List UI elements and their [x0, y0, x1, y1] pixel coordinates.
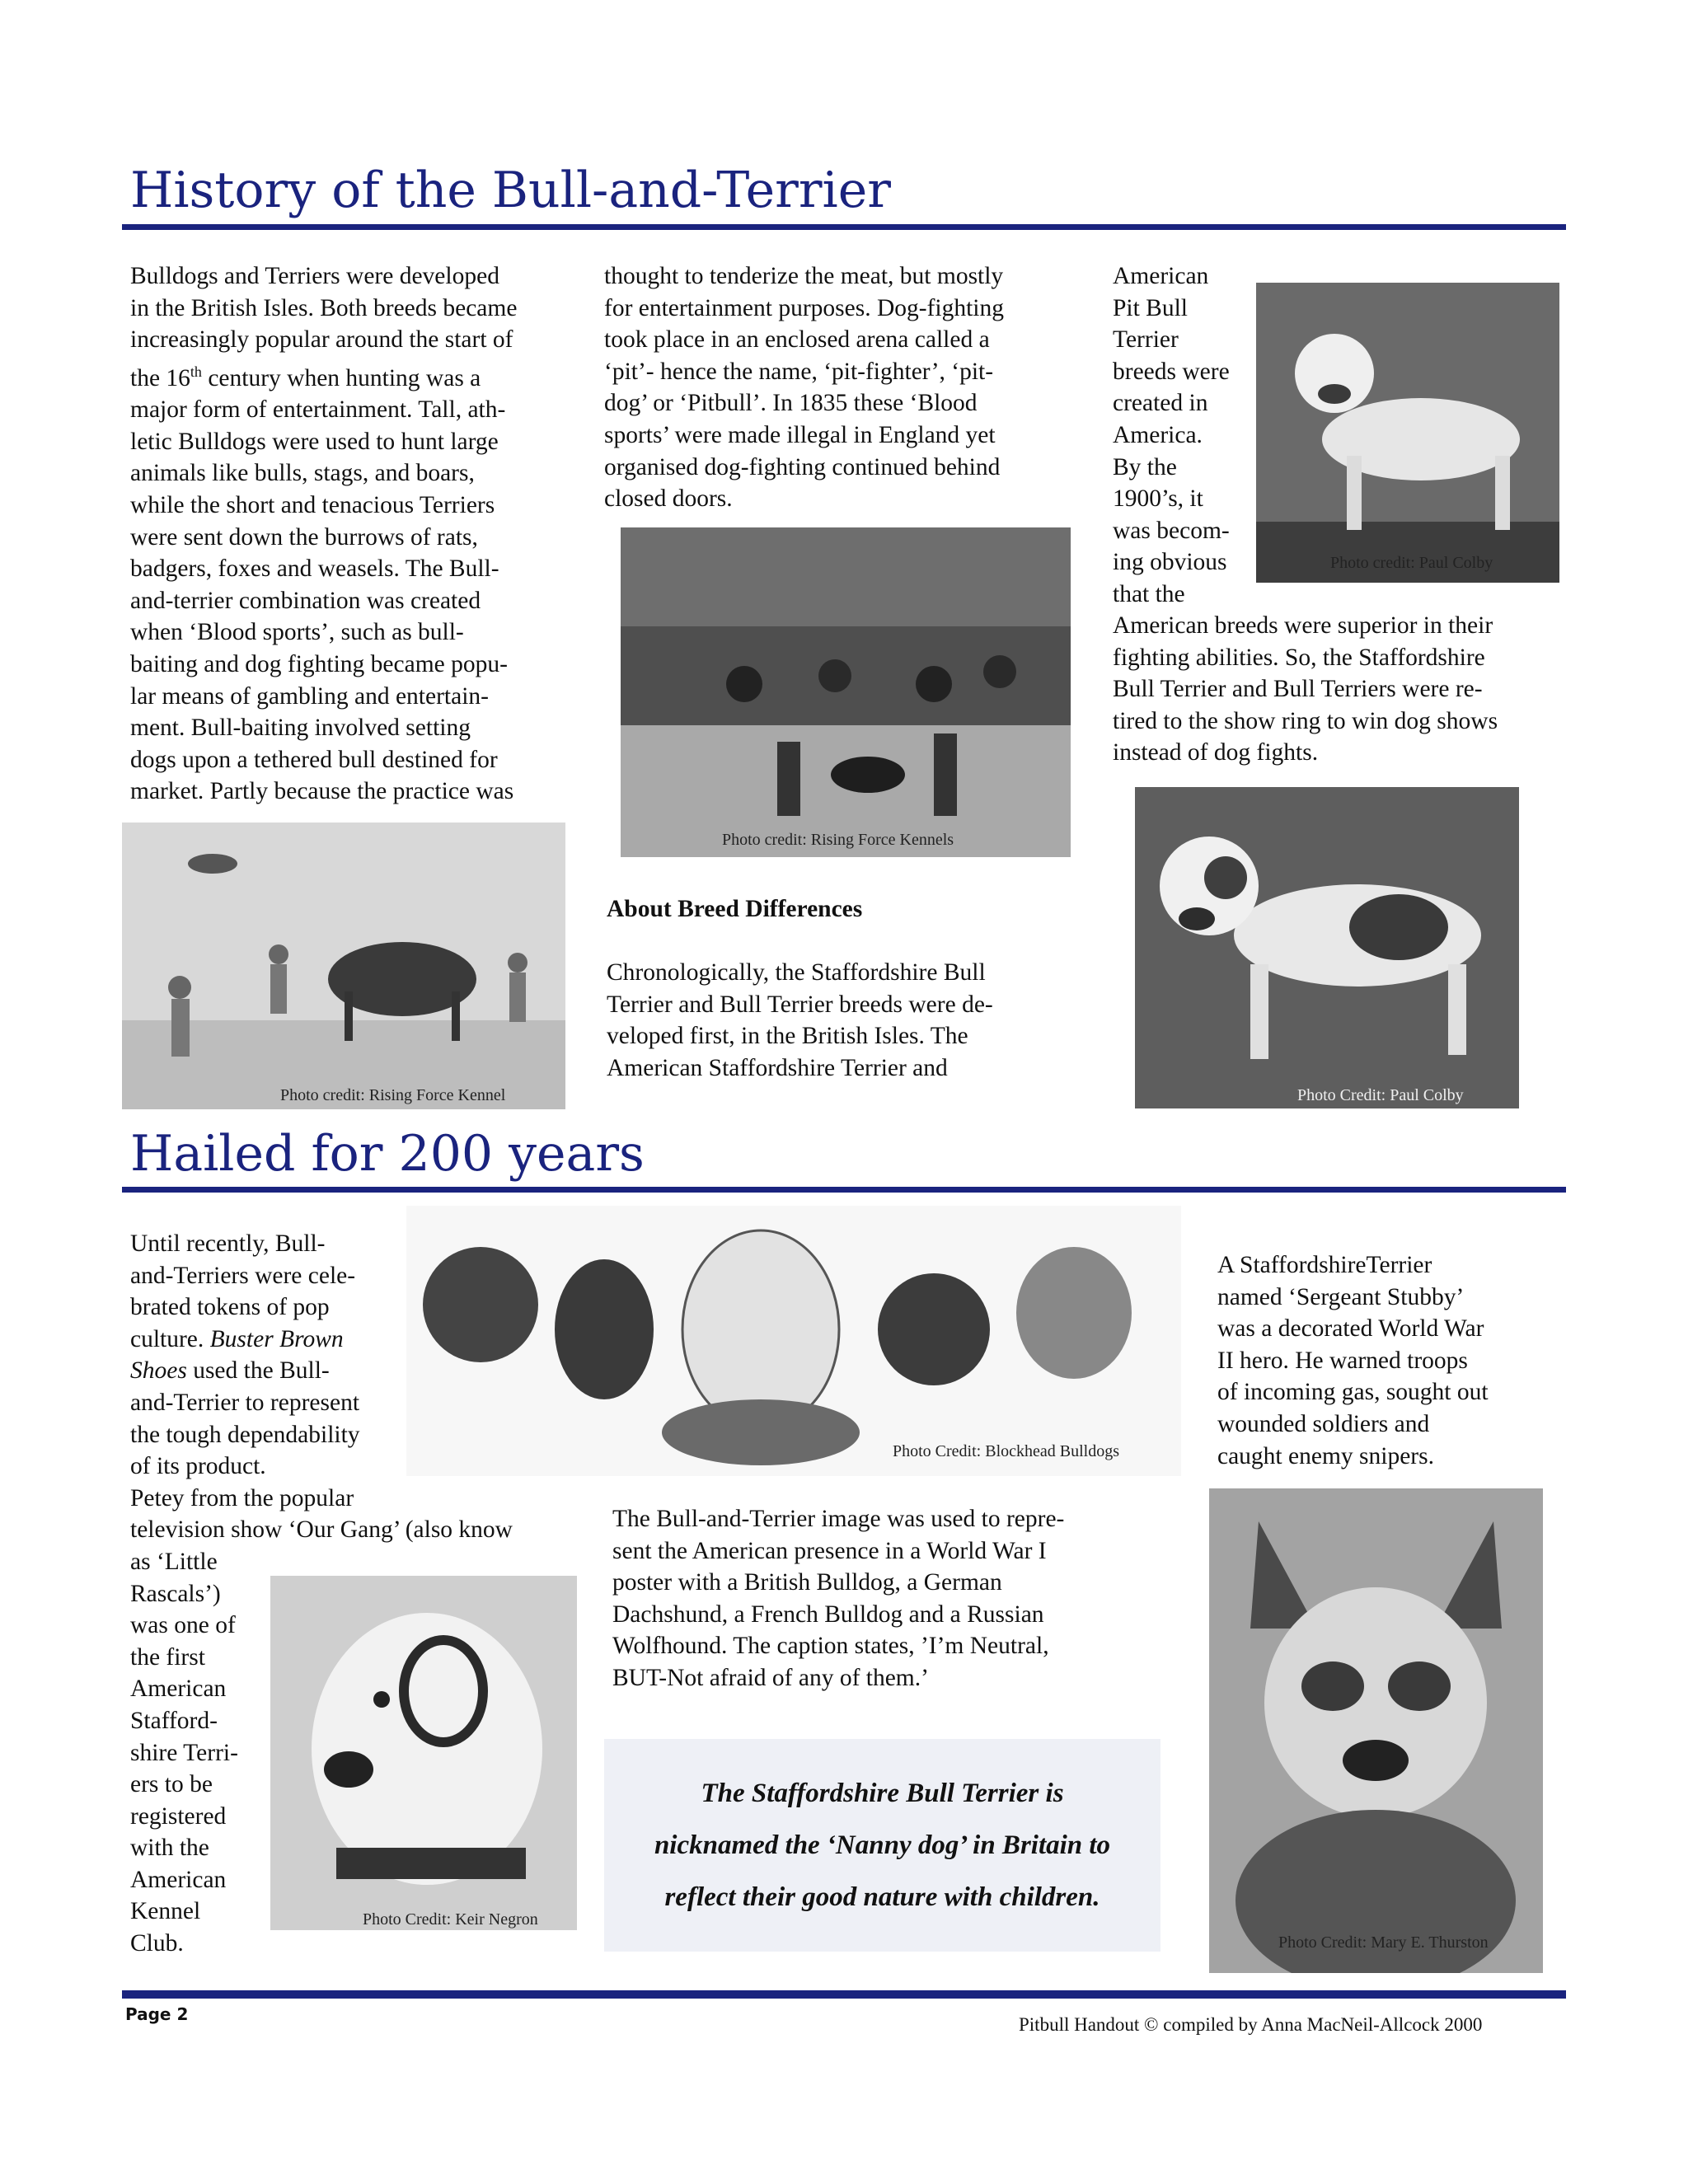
text-line: and-terrier combination was created	[130, 587, 481, 614]
section-rule	[122, 1187, 1566, 1193]
text-line: Terrier and Bull Terrier breeds were de-	[607, 991, 993, 1018]
sergeant-stubby-illustration	[1209, 1488, 1543, 1973]
quote-text	[654, 1768, 1110, 1924]
section-rule	[122, 224, 1566, 230]
text-line: American	[130, 1866, 227, 1893]
text-line: named ‘Sergeant Stubby’	[1217, 1283, 1465, 1310]
text-line: II hero. He warned troops	[1217, 1347, 1468, 1374]
text-line: that the	[1113, 580, 1185, 607]
text-line: lar means of gambling and entertain-	[130, 682, 489, 710]
text-line: Petey from the popular	[130, 1484, 354, 1511]
dog-fight-illustration	[621, 527, 1071, 857]
section-title-hailed: Hailed for 200 years	[130, 1125, 645, 1183]
text-line: Club.	[130, 1930, 184, 1957]
text-line: poster with a British Bulldog, a German	[612, 1569, 1002, 1596]
text-line: sent the American presence in a World War I	[612, 1537, 1047, 1564]
pit-bull-standing-illustration	[1256, 283, 1559, 583]
text-line: Dachshund, a French Bulldog and a Russian	[612, 1601, 1044, 1628]
text-line: Kennel	[130, 1898, 201, 1925]
quote-line: reflect their good nature with children.	[664, 1882, 1100, 1912]
text-line: America.	[1113, 421, 1203, 448]
photo-credit: Photo credit: Paul Colby	[1330, 554, 1493, 572]
text-line: of its product.	[130, 1453, 266, 1480]
text-line: wounded soldiers and	[1217, 1410, 1430, 1437]
bull-baiting-photo	[122, 823, 565, 1109]
text-line: baiting and dog fighting became popu-	[130, 650, 508, 677]
history-column-3-wide	[1113, 610, 1574, 769]
text-line: 1900’s, it	[1113, 485, 1203, 513]
text-line-italic: culture. Buster Brown	[130, 1325, 344, 1352]
text-line: was one of	[130, 1612, 236, 1639]
page-number: Page 2	[125, 2004, 189, 2024]
text-line: badgers, foxes and weasels. The Bull-	[130, 555, 499, 583]
text-line: when ‘Blood sports’, such as bull-	[130, 619, 464, 646]
text-line: Rascals’)	[130, 1580, 221, 1607]
text-line: American	[1113, 263, 1209, 289]
text-line: tired to the show ring to win dog shows	[1113, 707, 1498, 734]
nanny-dog-quote-box	[604, 1739, 1160, 1952]
text-line: took place in an enclosed arena called a	[604, 326, 990, 354]
petey-photo	[270, 1576, 577, 1930]
breed-differences	[607, 893, 1068, 1085]
dog-fight-photo	[621, 527, 1071, 857]
footer-rule	[122, 1990, 1566, 1999]
text-line: were sent down the burrows of rats,	[130, 523, 478, 551]
text-line: closed doors.	[604, 485, 733, 513]
text-line: with the	[130, 1835, 209, 1862]
text-line: Bull Terrier and Bull Terriers were re-	[1113, 676, 1483, 703]
photo-credit: Photo Credit: Mary E. Thurston	[1278, 1933, 1489, 1952]
text-line: increasingly popular around the start of	[130, 326, 513, 354]
text-line: The Bull-and-Terrier image was used to repre-	[612, 1506, 1065, 1532]
spacer	[607, 926, 1068, 958]
text-line: veloped first, in the British Isles. The	[607, 1023, 968, 1050]
text-line: letic Bulldogs were used to hunt large	[130, 428, 499, 455]
text-line: was a decorated World War	[1217, 1315, 1484, 1343]
history-column-2	[604, 260, 1082, 515]
text-line: Terrier	[1113, 326, 1179, 354]
text-line: American Staffordshire Terrier and	[607, 1054, 948, 1081]
text-line: market. Partly because the practice was	[130, 778, 514, 805]
text-line: thought to tenderize the meat, but mostly	[604, 263, 1004, 289]
stubby-text	[1217, 1249, 1564, 1472]
text-line: Pit Bull	[1113, 294, 1188, 321]
text-line: ‘pit’- hence the name, ‘pit-fighter’, ‘pit-	[604, 358, 994, 385]
history-column-3-narrow	[1113, 260, 1253, 611]
text-line: animals like bulls, stags, and boars,	[130, 460, 475, 487]
text-line: dogs upon a tethered bull destined for	[130, 746, 498, 773]
text-line: and-Terriers were cele-	[130, 1262, 356, 1289]
text-line: ers to be	[130, 1771, 213, 1798]
text-line: in the British Isles. Both breeds became	[130, 294, 518, 321]
text-line: Stafford-	[130, 1707, 218, 1734]
text-line: caught enemy snipers.	[1217, 1442, 1434, 1469]
text-line: sports’ were made illegal in England yet	[604, 421, 996, 448]
text-line: the first	[130, 1643, 205, 1671]
quote-line: The Staffordshire Bull Terrier is	[701, 1778, 1064, 1808]
text-line: of incoming gas, sought out	[1217, 1379, 1489, 1406]
staffordshire-harness-photo	[1135, 787, 1519, 1108]
photo-credit: Photo credit: Rising Force Kennel	[280, 1086, 506, 1104]
text-line: the tough dependability	[130, 1421, 360, 1448]
text-line: while the short and tenacious Terriers	[130, 491, 495, 518]
text-line: shire Terri-	[130, 1739, 238, 1766]
text-line: American	[130, 1675, 227, 1703]
text-line: By the	[1113, 453, 1177, 480]
petey-illustration	[270, 1576, 577, 1930]
photo-credit: Photo Credit: Keir Negron	[363, 1910, 538, 1929]
text-line: Until recently, Bull-	[130, 1230, 326, 1257]
text-line: instead of dog fights.	[1113, 739, 1319, 766]
footer-credit: Pitbull Handout © compiled by Anna MacNeil-Allcock 2000	[1019, 2014, 1483, 2035]
staffordshire-harness-illustration	[1135, 787, 1519, 1108]
text-line: major form of entertainment. Tall, ath-	[130, 396, 506, 424]
pit-bull-standing-photo	[1256, 283, 1559, 583]
sergeant-stubby-photo	[1209, 1488, 1543, 1973]
text-line: ment. Bull-baiting involved setting	[130, 715, 471, 742]
quote-line: nicknamed the ‘Nanny dog’ in Britain to	[654, 1830, 1111, 1860]
text-line: Wolfhound. The caption states, ’I’m Neutral,	[612, 1633, 1049, 1660]
photo-credit: Photo credit: Rising Force Kennels	[722, 831, 954, 849]
breed-heading: About Breed Differences	[607, 896, 863, 922]
text-line: Chronologically, the Staffordshire Bull	[607, 959, 986, 987]
photo-credit: Photo Credit: Blockhead Bulldogs	[893, 1442, 1119, 1460]
text-line: BUT-Not afraid of any of them.’	[612, 1664, 929, 1691]
text-line: fighting abilities. So, the Staffordshire	[1113, 644, 1485, 671]
text-line: for entertainment purposes. Dog-fighting	[604, 294, 1004, 321]
text-line: as ‘Little	[130, 1548, 218, 1575]
text-line: brated tokens of pop	[130, 1294, 330, 1321]
photo-credit: Photo Credit: Paul Colby	[1297, 1086, 1464, 1104]
text-line: and-Terrier to represent	[130, 1389, 360, 1416]
text-line: was becom-	[1113, 517, 1230, 544]
text-line: Bulldogs and Terriers were developed	[130, 263, 499, 289]
text-line: organised dog-fighting continued behind	[604, 453, 1001, 480]
text-line: television show ‘Our Gang’ (also know	[130, 1516, 513, 1544]
text-line-italic: Shoes used the Bull-	[130, 1357, 330, 1385]
bull-baiting-illustration	[122, 823, 565, 1109]
history-column-1	[130, 260, 575, 808]
text-line: created in	[1113, 390, 1208, 417]
text-line: A StaffordshireTerrier	[1217, 1252, 1432, 1278]
text-line: American breeds were superior in their	[1113, 612, 1493, 639]
poster-caption	[612, 1503, 1140, 1694]
text-line: registered	[130, 1802, 227, 1830]
text-line: dog’ or ‘Pitbull’. In 1835 these ‘Blood	[604, 390, 978, 417]
text-line-superscript: the 16th century when hunting was a	[130, 363, 481, 391]
text-line: breeds were	[1113, 358, 1230, 385]
text-line: ing obvious	[1113, 549, 1227, 576]
section-title-history: History of the Bull-and-Terrier	[130, 162, 891, 219]
